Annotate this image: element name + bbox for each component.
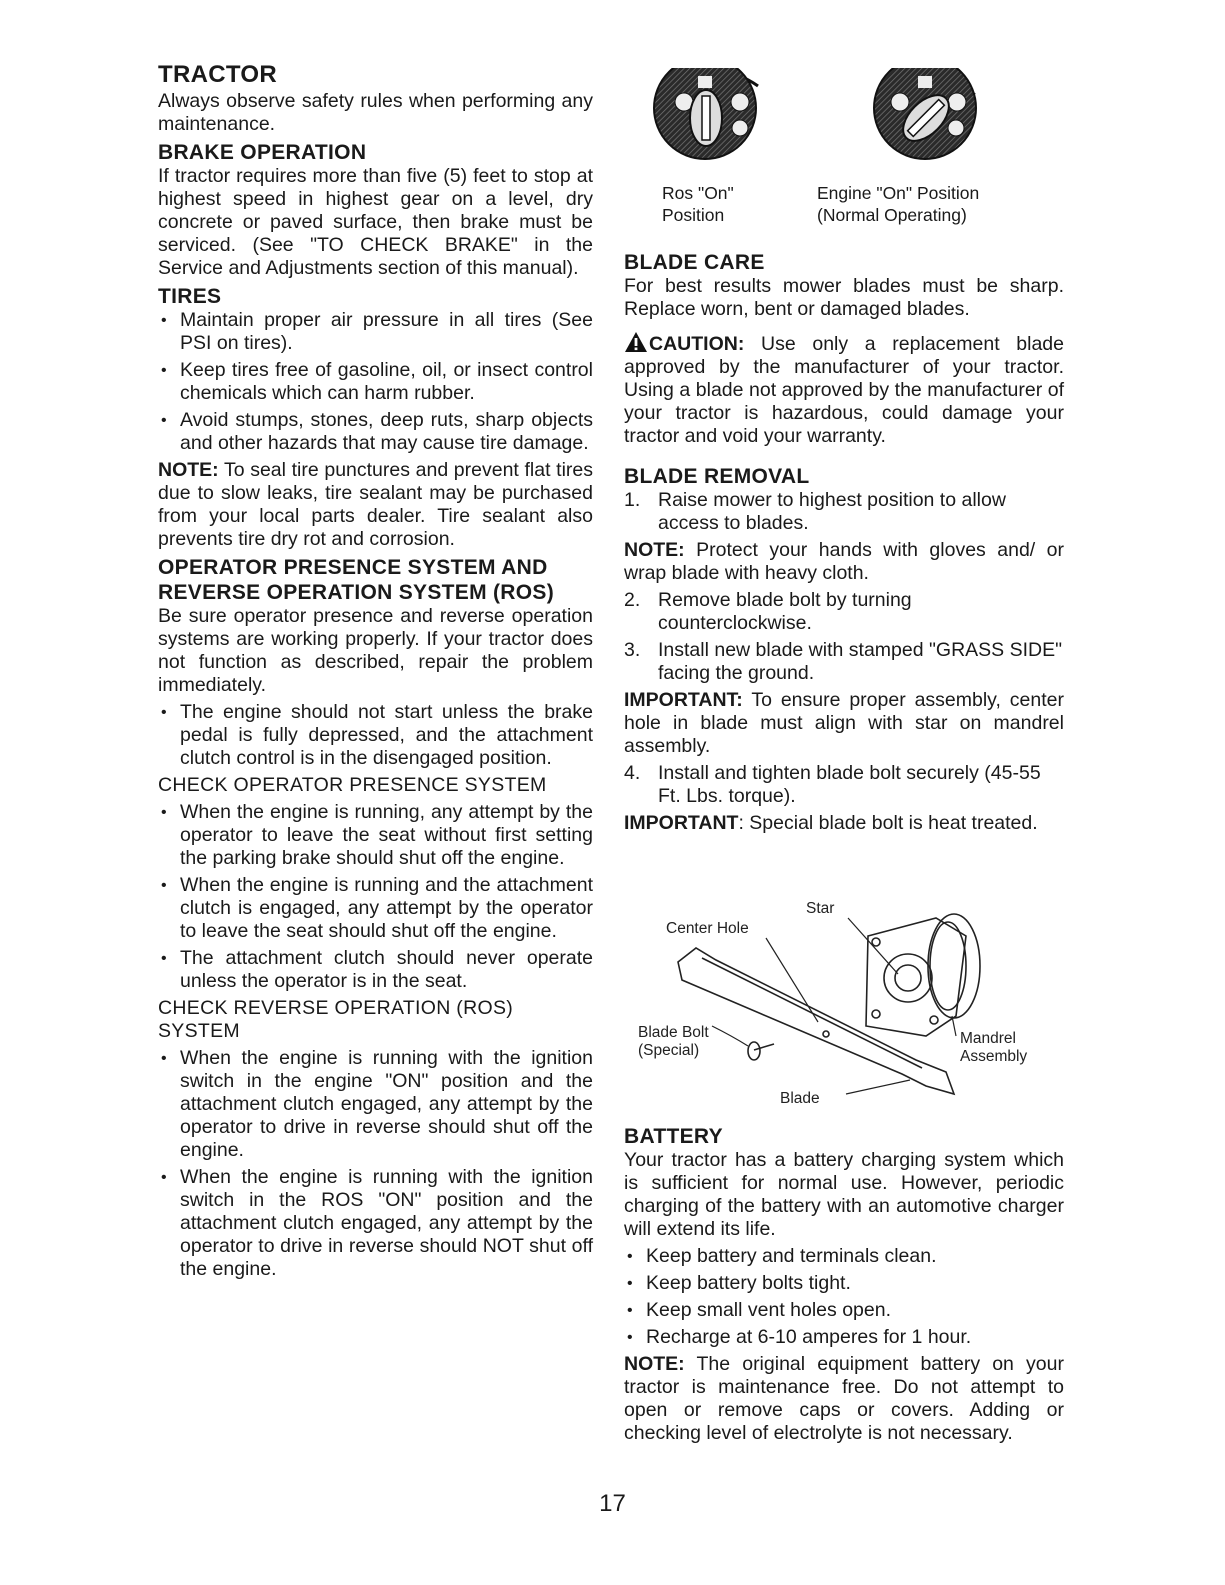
list-item: • The engine should not start unless the brake pedal is fully depressed, and the attachment clutch control is in the disengaged position. [158, 701, 593, 770]
blade-removal-heading: BLADE REMOVAL [624, 465, 810, 488]
list-item: • Avoid stumps, stones, deep ruts, sharp objects and other hazards that may cause tire damage. [158, 409, 593, 455]
brake-heading: BRAKE OPERATION [158, 141, 367, 164]
knob-captions [662, 182, 1042, 230]
battery-list [624, 1245, 1064, 1349]
list-item: • When the engine is running, any attempt by the operator to leave the seat without first setting the parking brake should shut off the engine. [158, 801, 593, 870]
steps-list [624, 589, 1064, 685]
list-item: • When the engine is running with the ignition switch in the ROS "ON" position and the attachment clutch engaged, any attempt by the operator to drive in reverse should NOT shut off the engine. [158, 1166, 593, 1281]
list-item: • When the engine is running and the attachment clutch is engaged, any attempt by the operator to leave the seat should shut off the engine. [158, 874, 593, 943]
warning-triangle-icon [624, 331, 648, 353]
important-note-1 [624, 689, 1064, 758]
battery-heading: BATTERY [624, 1125, 723, 1148]
ops-heading: OPERATOR PRESENCE SYSTEM AND REVERSE OPERATION SYSTEM (ROS) [158, 556, 554, 604]
list-item: • Keep battery and terminals clean. [624, 1245, 1064, 1268]
caution-text [624, 331, 1064, 448]
check-ops-list [158, 801, 593, 993]
step-text: Raise mower to highest position to allow access to blades. [658, 489, 1006, 534]
left-column [158, 60, 593, 1285]
step-number: 3. [624, 639, 641, 661]
page-number: 17 [599, 1490, 626, 1517]
list-item: • Keep tires free of gasoline, oil, or insect control chemicals which can harm rubber. [158, 359, 593, 405]
steps-list [624, 489, 1064, 535]
list-item [624, 639, 1064, 685]
list-item [624, 589, 1064, 635]
mandrel-label: Mandrel [960, 1030, 1016, 1047]
blade-assembly-diagram [636, 896, 1056, 1122]
battery-text: Your tractor has a battery charging system which is sufficient for normal use. However, periodic charging of the battery with an automotive charger will extend its life. [624, 1149, 1064, 1240]
brake-text: If tractor requires more than five (5) feet to stop at highest speed in highest gear on a level, dry concrete or paved surface, then brake must be serviced. (See "TO CHECK BRAKE" in the Service and Adjustments section of this manual). [158, 165, 593, 279]
note-text: To seal tire punctures and prevent flat tires due to slow leaks, tire sealant may be purchased from your local parts dealer. Tire sealant also prevents tire dry rot and corrosion. [158, 459, 593, 550]
engine-knob-icon [874, 68, 976, 159]
note-text: Protect your hands with gloves and/ or wrap blade with heavy cloth. [624, 539, 1064, 584]
center-hole-label: Center Hole [666, 920, 749, 937]
step-number: 4. [624, 762, 641, 784]
mandrel-icon [866, 914, 980, 1036]
steps-list [624, 762, 1064, 808]
assembly-label: Assembly [960, 1048, 1028, 1065]
section-title: TRACTOR [158, 61, 277, 88]
battery-section [624, 1124, 1064, 1449]
blade-care-heading: BLADE CARE [624, 251, 765, 274]
blade-bolt-label: Blade Bolt [638, 1024, 709, 1041]
list-item: • The attachment clutch should never operate unless the operator is in the seat. [158, 947, 593, 993]
important-note-2 [624, 812, 1064, 835]
step-text: Remove blade bolt by turning counterclockwise. [658, 589, 912, 634]
list-item: • Keep small vent holes open. [624, 1299, 1064, 1322]
check-ros-list [158, 1047, 593, 1281]
blade-icon [678, 948, 954, 1094]
note-label: NOTE: [158, 459, 219, 481]
star-label: Star [806, 900, 835, 917]
note-label: NOTE: [624, 539, 685, 561]
tires-heading: TIRES [158, 285, 222, 308]
removal-note [624, 539, 1064, 585]
ops-list [158, 701, 593, 770]
blade-care-text: For best results mower blades must be sharp. Replace worn, bent or damaged blades. [624, 275, 1064, 320]
special-label: (Special) [638, 1042, 700, 1059]
list-item: • Recharge at 6-10 amperes for 1 hour. [624, 1326, 1064, 1349]
important-label: IMPORTANT [624, 812, 739, 834]
blade-bolt-icon [748, 1042, 774, 1060]
blade-label: Blade [780, 1090, 820, 1107]
ros-knob-icon [654, 68, 758, 159]
right-column [624, 250, 1064, 839]
step-text: Install new blade with stamped "GRASS SIDE" facing the ground. [658, 639, 1063, 684]
list-item [624, 489, 1064, 535]
tires-list [158, 309, 593, 455]
list-item: • Keep battery bolts tight. [624, 1272, 1064, 1295]
engine-caption: Engine "On" Position (Normal Operating) [817, 183, 980, 225]
check-ops-heading: CHECK OPERATOR PRESENCE SYSTEM [158, 774, 547, 796]
intro-text: Always observe safety rules when performing any maintenance. [158, 90, 593, 135]
step-number: 1. [624, 489, 641, 511]
important-text: To ensure proper assembly, center hole in blade must align with star on mandrel assembly. [624, 689, 1064, 757]
important-text: : Special blade bolt is heat treated. [738, 812, 1038, 834]
check-ros-heading: CHECK REVERSE OPERATION (ROS) SYSTEM [158, 997, 514, 1042]
caution-label: CAUTION: [649, 333, 745, 355]
list-item [624, 762, 1064, 808]
ros-caption: Ros "On" Position [662, 183, 734, 225]
battery-note [624, 1353, 1064, 1445]
tires-note [158, 459, 593, 551]
note-text: The original equipment battery on your tractor is maintenance free. Do not attempt to open or remove caps or covers. Adding or checking level of electrolyte is not necessary. [624, 1353, 1064, 1444]
leader-lines [712, 918, 956, 1094]
step-number: 2. [624, 589, 641, 611]
note-label: NOTE: [624, 1353, 685, 1375]
list-item: • When the engine is running with the ignition switch in the engine "ON" position and the attachment clutch engaged, any attempt by the operator to drive in reverse should shut off the engine. [158, 1047, 593, 1162]
ops-text: Be sure operator presence and reverse operation systems are working properly. If your tractor does not function as described, repair the problem immediately. [158, 605, 593, 696]
important-label: IMPORTANT: [624, 689, 743, 711]
step-text: Install and tighten blade bolt securely (45-55 Ft. Lbs. torque). [658, 762, 1041, 807]
caution-body: Use only a replacement blade approved by the manufacturer of your tractor. Using a blade not approved by the manufacturer of your tractor is hazardous, could damage your tractor and void your warranty. [624, 333, 1064, 447]
list-item: • Maintain proper air pressure in all tires (See PSI on tires). [158, 309, 593, 355]
